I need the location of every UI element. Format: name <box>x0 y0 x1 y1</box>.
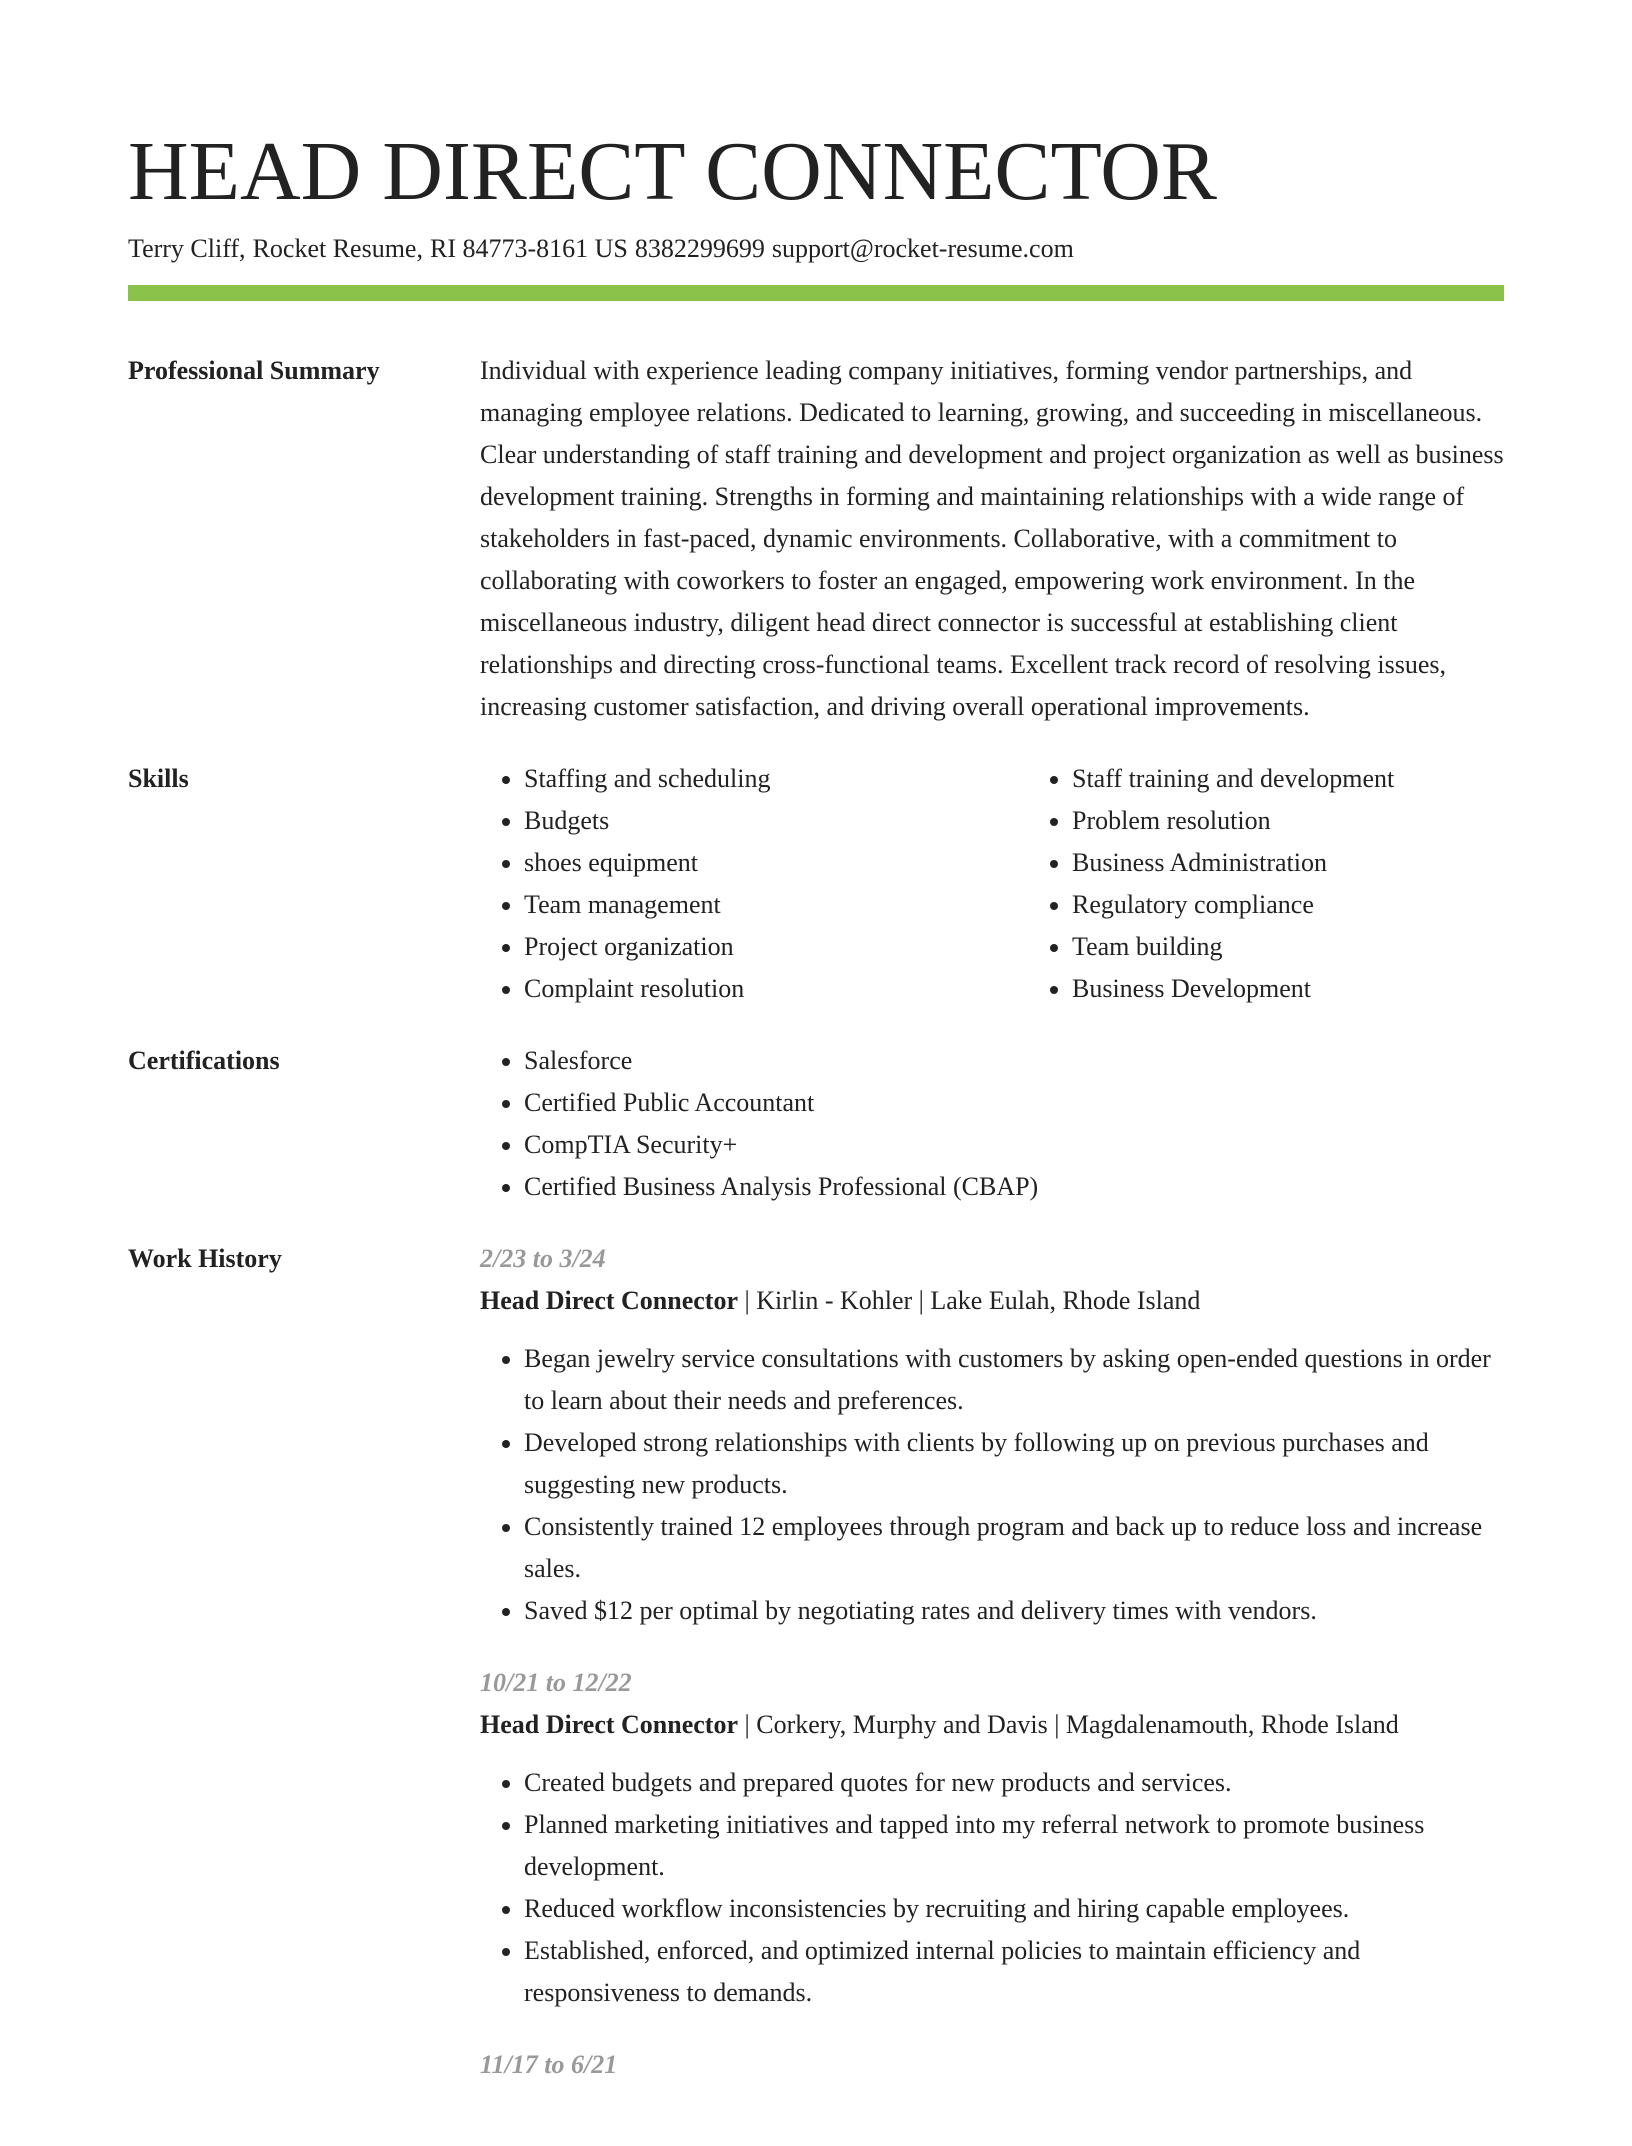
job-bullets <box>480 1762 1504 2014</box>
contact-location: RI 84773-8161 US <box>429 234 628 263</box>
job-bullet: • Established, enforced, and optimized internal policies to maintain efficiency and responsiveness to demands. <box>524 1930 1504 2014</box>
skill-item: • Business Development <box>1072 968 1576 1010</box>
section-label-certifications: Certifications <box>128 1046 280 1075</box>
job-details: | Kirlin - Kohler | Lake Eulah, Rhode Island <box>744 1286 1201 1315</box>
skill-item: • Team building <box>1072 926 1576 968</box>
skill-item: • Budgets <box>524 800 1028 842</box>
contact-email: support@rocket-resume.com <box>771 234 1074 263</box>
job-dates: 2/23 to 3/24 <box>480 1244 606 1273</box>
job-title: Head Direct Connector <box>480 1286 739 1315</box>
section-label-skills: Skills <box>128 764 189 793</box>
job-bullets <box>480 1338 1504 1632</box>
work-history-body <box>480 1238 1504 2116</box>
skill-item: • Team management <box>524 884 1028 926</box>
contact-person: Terry Cliff, <box>128 234 246 263</box>
skill-item: • Project organization <box>524 926 1028 968</box>
job-heading <box>480 1280 1504 1322</box>
section-label-work-history: Work History <box>128 1244 282 1273</box>
job-bullet: • Saved $12 per optimal by negotiating rates and delivery times with vendors. <box>524 1590 1504 1632</box>
job-bullet: • Began jewelry service consultations with customers by asking open-ended questions in order to learn about their needs and preferences. <box>524 1338 1504 1422</box>
job-bullet: • Planned marketing initiatives and tapped into my referral network to promote business development. <box>524 1804 1504 1888</box>
page-title: HEAD DIRECT CONNECTOR <box>128 125 1217 218</box>
skill-item: • Business Administration <box>1072 842 1576 884</box>
certifications-section <box>128 1040 1504 1208</box>
job-heading <box>480 1704 1504 1746</box>
skill-item: • Staffing and scheduling <box>524 758 1028 800</box>
contact-company: Rocket Resume, <box>252 234 423 263</box>
job-dates: 10/21 to 12/22 <box>480 1668 632 1697</box>
certification-item: • Certified Public Accountant <box>524 1082 1504 1124</box>
job-bullet: • Created budgets and prepared quotes for new products and services. <box>524 1762 1504 1804</box>
skills-body <box>480 758 1576 1010</box>
certifications-list <box>480 1040 1504 1208</box>
contact-phone: 8382299699 <box>634 234 765 263</box>
skills-list-right <box>1028 758 1576 1010</box>
summary-text: Individual with experience leading company initiatives, forming vendor partnerships, and managing employee relations. Dedicated to learning, growing, and succeeding in miscellaneous. Clear understanding of staff training and development and project organization as well as business development training. Strengths in forming and maintaining relationships with a wide range of stakeholders in fast-paced, dynamic environments. Collaborative, with a commitment to collaborating with coworkers to foster an engaged, empowering work environment. In the miscellaneous industry, diligent head direct connector is successful at establishing client relationships and directing cross-functional teams. Excellent track record of resolving issues, increasing customer satisfaction, and driving overall operational improvements. <box>480 356 1504 721</box>
certification-item: • Salesforce <box>524 1040 1504 1082</box>
job-entry <box>480 1662 1504 2014</box>
certification-item: • CompTIA Security+ <box>524 1124 1504 1166</box>
skill-item: • Complaint resolution <box>524 968 1028 1010</box>
certification-item: • Certified Business Analysis Professional (CBAP) <box>524 1166 1504 1208</box>
skill-item: • Problem resolution <box>1072 800 1576 842</box>
resume-sections <box>128 350 1504 2146</box>
skill-item: • Regulatory compliance <box>1072 884 1576 926</box>
section-label-summary: Professional Summary <box>128 356 380 385</box>
summary-body <box>480 350 1504 728</box>
summary-section <box>128 350 1504 728</box>
skill-item: • Staff training and development <box>1072 758 1576 800</box>
job-dates: 11/17 to 6/21 <box>480 2050 618 2079</box>
skills-section <box>128 758 1504 1010</box>
skills-list-left <box>480 758 1028 1010</box>
job-bullet: • Developed strong relationships with clients by following up on previous purchases and suggesting new products. <box>524 1422 1504 1506</box>
certifications-body <box>480 1040 1504 1208</box>
job-title: Head Direct Connector <box>480 1710 739 1739</box>
job-details: | Corkery, Murphy and Davis | Magdalenamouth, Rhode Island <box>744 1710 1399 1739</box>
job-bullet: • Reduced workflow inconsistencies by recruiting and hiring capable employees. <box>524 1888 1504 1930</box>
skill-item: • shoes equipment <box>524 842 1028 884</box>
contact-line <box>128 230 1074 268</box>
job-entry <box>480 1238 1504 1632</box>
accent-divider <box>128 285 1504 301</box>
job-entry <box>480 2044 1504 2086</box>
job-bullet: • Consistently trained 12 employees through program and back up to reduce loss and increase sales. <box>524 1506 1504 1590</box>
work-history-section <box>128 1238 1504 2116</box>
